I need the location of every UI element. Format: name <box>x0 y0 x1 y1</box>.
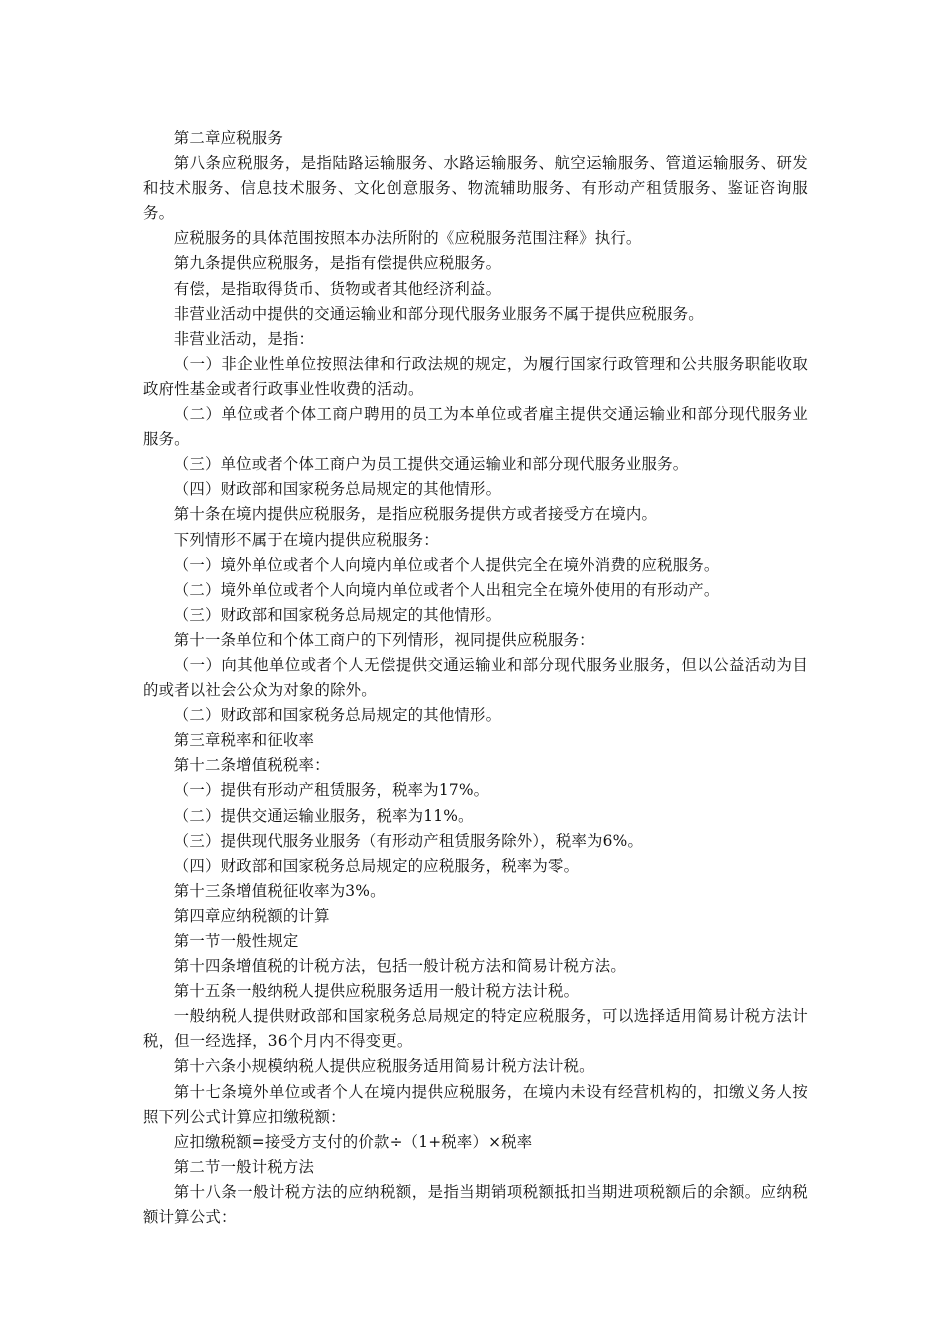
paragraph: 非营业活动中提供的交通运输业和部分现代服务业服务不属于提供应税服务。 <box>173 304 704 323</box>
paragraph: 下列情形不属于在境内提供应税服务： <box>173 530 439 549</box>
list-item: （二）财政部和国家税务总局规定的其他情形。 <box>173 706 502 725</box>
article-paragraph: 第十一条单位和个体工商户的下列情形，视同提供应税服务： <box>173 630 595 649</box>
article-paragraph: 第九条提供应税服务，是指有偿提供应税服务。 <box>173 254 502 273</box>
list-item: （一）向其他单位或者个人无偿提供交通运输业和部分现代服务业服务，但以公益活动为目的或者以社会公众为对象的除外。 <box>143 655 808 700</box>
article-paragraph: 第十三条增值税征收率为3%。 <box>173 881 386 900</box>
article-paragraph: 第八条应税服务，是指陆路运输服务、水路运输服务、航空运输服务、管道运输服务、研发和技术服务、信息技术服务、文化创意服务、物流辅助服务、有形动产租赁服务、鉴证咨询服务。 <box>143 154 808 223</box>
list-item: （四）财政部和国家税务总局规定的应税服务，税率为零。 <box>173 856 580 875</box>
chapter-heading: 第四章应纳税额的计算 <box>173 906 330 925</box>
list-item: （三）财政部和国家税务总局规定的其他情形。 <box>173 605 502 624</box>
list-item: （一）境外单位或者个人向境内单位或者个人提供完全在境外消费的应税服务。 <box>173 555 720 574</box>
article-paragraph: 第十二条增值税税率： <box>173 756 330 775</box>
formula: 应扣缴税额=接受方支付的价款÷（1+税率）×税率 <box>173 1132 533 1151</box>
section-heading: 第二节一般计税方法 <box>173 1157 315 1176</box>
list-item: （一）非企业性单位按照法律和行政法规的规定，为履行国家行政管理和公共服务职能收取政府性基金或者行政事业性收费的活动。 <box>143 354 808 398</box>
chapter-heading: 第二章应税服务 <box>173 129 283 147</box>
paragraph: 非营业活动，是指： <box>173 329 315 348</box>
list-item: （一）提供有形动产租赁服务，税率为17%。 <box>173 781 490 800</box>
document-body <box>143 126 808 1230</box>
list-item: （三）单位或者个体工商户为员工提供交通运输业和部分现代服务业服务。 <box>173 455 689 474</box>
article-paragraph: 第十八条一般计税方法的应纳税额，是指当期销项税额抵扣当期进项税额后的余额。应纳税额计算公式： <box>143 1182 808 1227</box>
article-paragraph: 第十五条一般纳税人提供应税服务适用一般计税方法计税。 <box>173 982 580 1001</box>
paragraph: 一般纳税人提供财政部和国家税务总局规定的特定应税服务，可以选择适用简易计税方法计税，但一经选择，36个月内不得变更。 <box>143 1007 808 1051</box>
list-item: （二）单位或者个体工商户聘用的员工为本单位或者雇主提供交通运输业和部分现代服务业服务。 <box>143 405 808 449</box>
section-heading: 第一节一般性规定 <box>173 932 299 950</box>
list-item: （三）提供现代服务业服务（有形动产租赁服务除外），税率为6%。 <box>173 831 644 850</box>
article-paragraph: 第十四条增值税的计税方法，包括一般计税方法和简易计税方法。 <box>173 957 626 976</box>
paragraph: 有偿，是指取得货币、货物或者其他经济利益。 <box>173 279 502 298</box>
chapter-heading: 第三章税率和征收率 <box>173 731 315 750</box>
article-paragraph: 第十条在境内提供应税服务，是指应税服务提供方或者接受方在境内。 <box>173 505 658 524</box>
article-paragraph: 第十六条小规模纳税人提供应税服务适用简易计税方法计税。 <box>173 1057 595 1076</box>
list-item: （二）提供交通运输业服务，税率为11%。 <box>173 806 474 825</box>
article-paragraph: 第十七条境外单位或者个人在境内提供应税服务，在境内未设有经营机构的，扣缴义务人按照下列公式计算应扣缴税额： <box>143 1082 808 1126</box>
list-item: （二）境外单位或者个人向境内单位或者个人出租完全在境外使用的有形动产。 <box>173 580 720 599</box>
paragraph: 应税服务的具体范围按照本办法所附的《应税服务范围注释》执行。 <box>173 229 642 248</box>
list-item: （四）财政部和国家税务总局规定的其他情形。 <box>173 480 502 499</box>
